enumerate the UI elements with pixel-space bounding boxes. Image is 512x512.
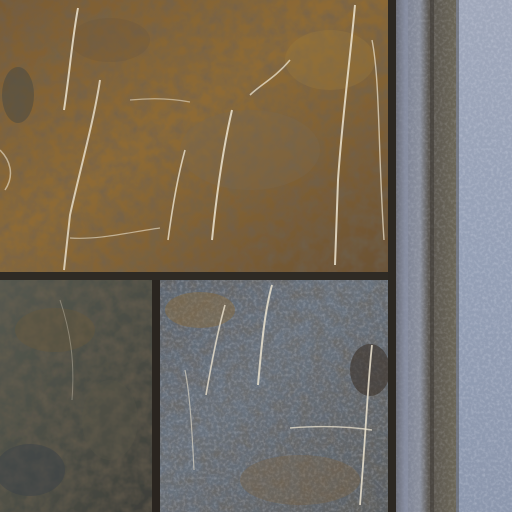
top-rust-tile <box>0 0 390 272</box>
bottom-left-slate-tile <box>0 280 152 512</box>
bottom-right-slate-tile <box>160 280 396 512</box>
vertical-gray-strip <box>396 0 456 512</box>
horizontal-grout-line <box>0 272 396 280</box>
vertical-grout-line <box>152 280 160 512</box>
concrete-edge <box>456 0 512 512</box>
